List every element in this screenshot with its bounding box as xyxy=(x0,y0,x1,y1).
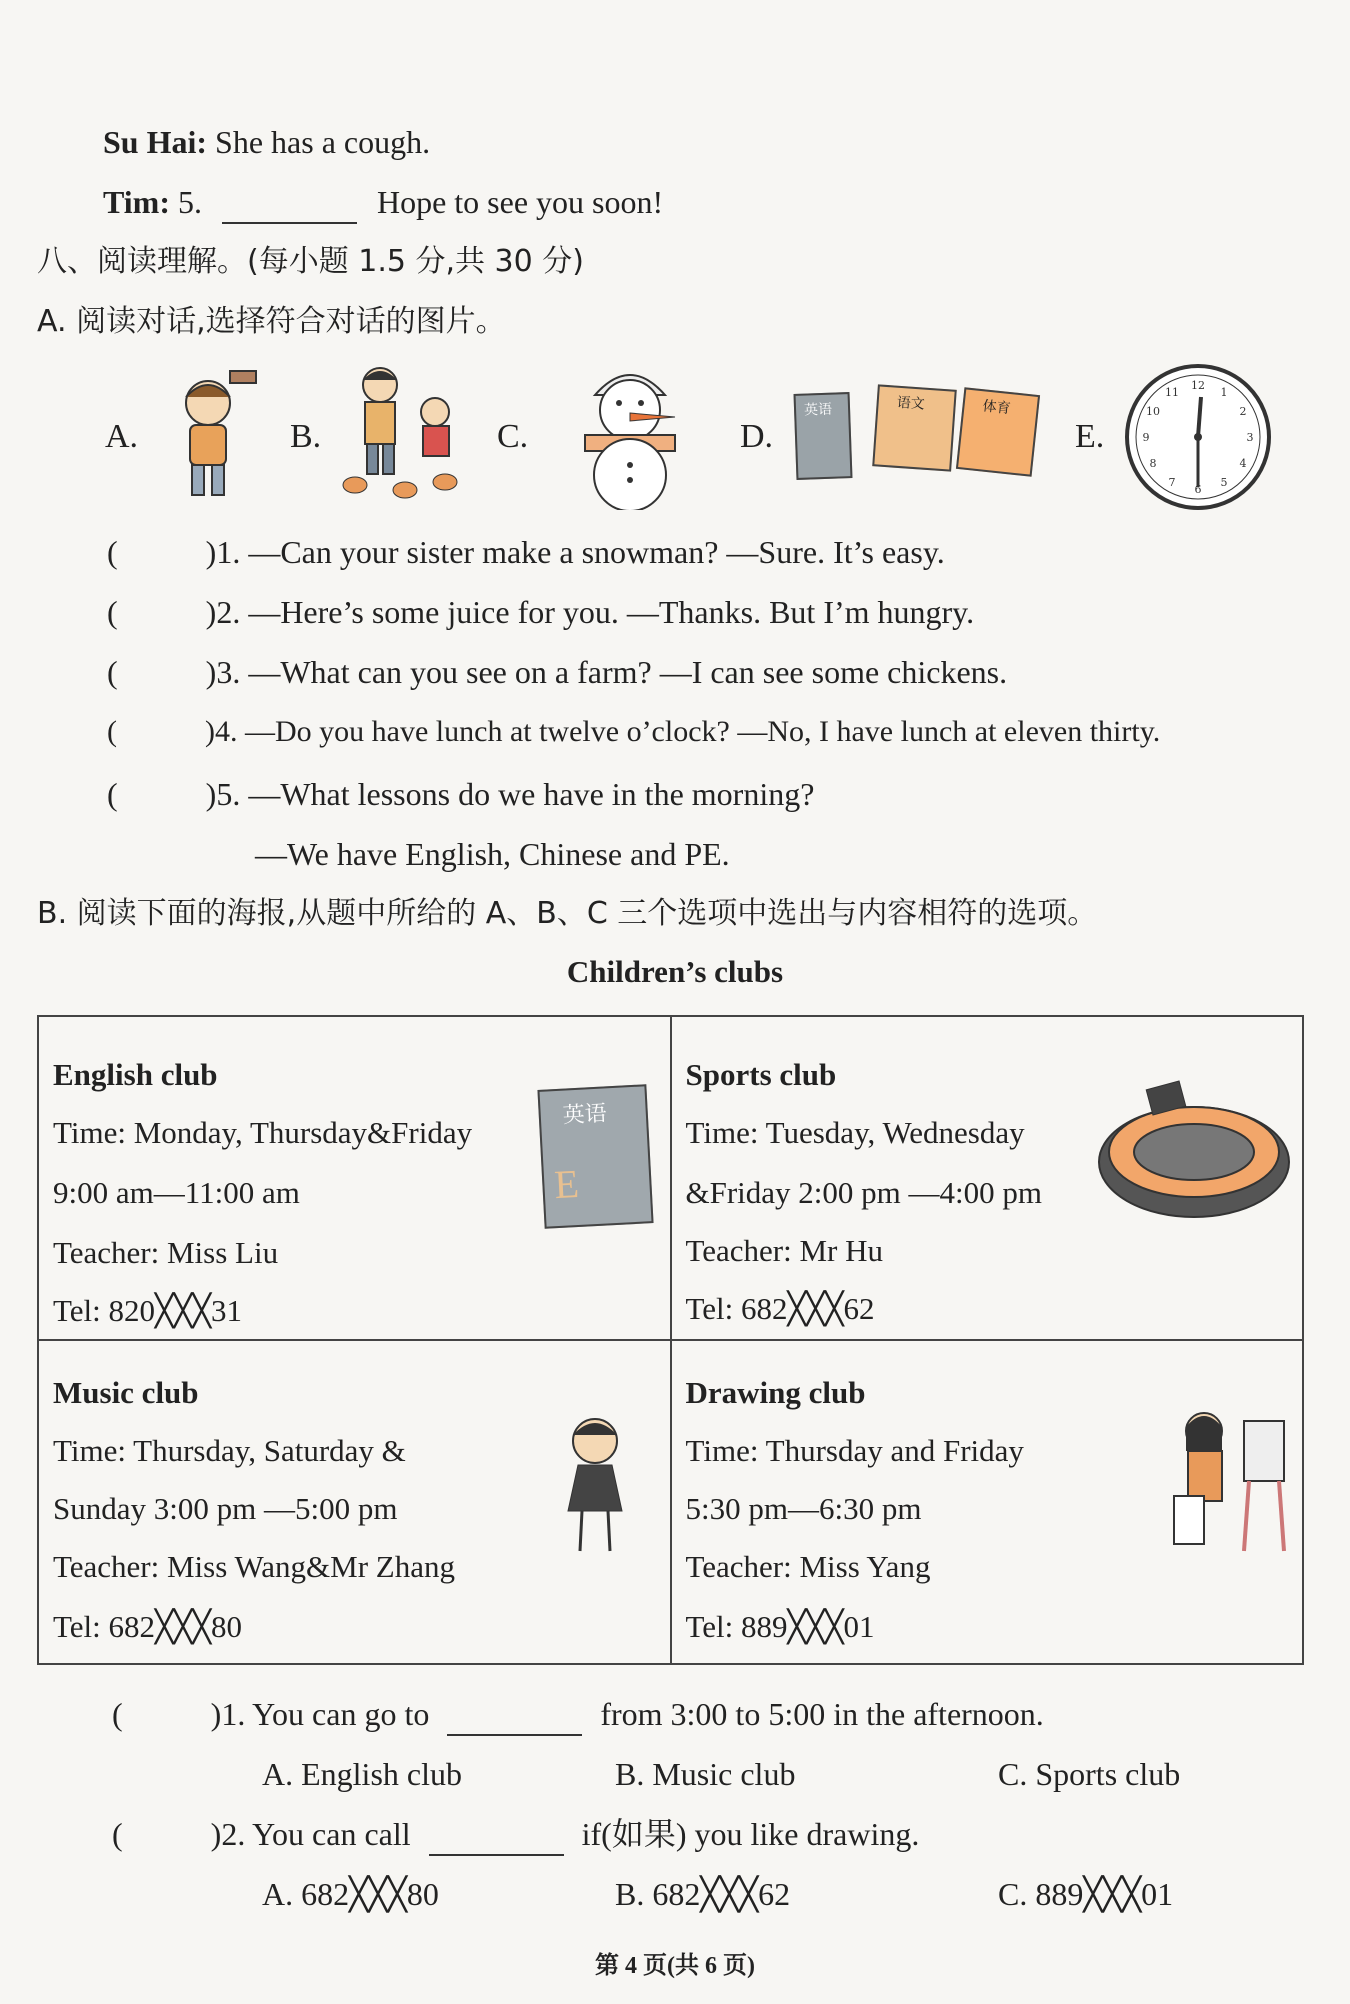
part-a-question-5-answer: —We have English, Chinese and PE. xyxy=(255,836,730,872)
answer-paren[interactable]: ( xyxy=(107,534,118,570)
book-label: 英语 xyxy=(561,1101,607,1129)
club-teacher: Teacher: Miss Yang xyxy=(685,1549,931,1584)
club-time: Time: Thursday, Saturday & xyxy=(53,1433,406,1468)
textbooks-picture xyxy=(795,385,1040,485)
part-b-instruction: B. 阅读下面的海报,从题中所给的 A、B、C 三个选项中选出与内容相符的选项。 xyxy=(37,896,1098,931)
answer-paren[interactable]: ( xyxy=(112,1816,123,1852)
choice-a[interactable]: A. English club xyxy=(262,1756,462,1792)
club-teacher: Teacher: Mr Hu xyxy=(685,1233,884,1268)
choice-c[interactable]: C. Sports club xyxy=(998,1756,1181,1792)
question-text: from 3:00 to 5:00 in the afternoon. xyxy=(600,1696,1044,1732)
answer-paren[interactable]: ( xyxy=(107,594,118,630)
speaker-tim: Tim: xyxy=(103,184,170,220)
club-tel: Tel: 682╳╳╳80 xyxy=(53,1609,242,1644)
club-time: Time: Monday, Thursday&Friday xyxy=(53,1115,473,1150)
clock-numeral: 12 xyxy=(1191,379,1205,392)
sports-club-cell xyxy=(671,1016,1304,1340)
club-hours: 9:00 am—11:00 am xyxy=(53,1175,300,1210)
answer-paren[interactable]: ( xyxy=(112,1696,123,1732)
club-name: Drawing club xyxy=(685,1375,866,1410)
clock-numeral: 10 xyxy=(1145,405,1160,418)
english-book-icon xyxy=(794,392,853,480)
club-hours: 5:30 pm—6:30 pm xyxy=(685,1491,922,1526)
clock-numeral: 11 xyxy=(1165,385,1179,399)
club-tel: Tel: 820╳╳╳31 xyxy=(53,1293,242,1328)
club-time: Time: Tuesday, Wednesday xyxy=(685,1115,1025,1150)
snowman-picture xyxy=(555,355,705,510)
book-label: 语文 xyxy=(896,394,926,413)
answer-blank[interactable] xyxy=(429,1814,564,1856)
club-teacher: Teacher: Miss Liu xyxy=(53,1235,279,1270)
option-label-e: E. xyxy=(1075,418,1105,455)
club-time: Time: Thursday and Friday xyxy=(685,1433,1024,1468)
page-footer: 第 4 页(共 6 页) xyxy=(595,1953,755,1979)
part-b-question-1 xyxy=(112,1694,1044,1736)
choice-b[interactable]: B. 682╳╳╳62 xyxy=(615,1876,791,1912)
section-heading: 八、阅读理解。(每小题 1.5 分,共 30 分) xyxy=(37,244,584,279)
music-club-cell xyxy=(38,1340,671,1664)
part-b-question-2 xyxy=(112,1814,919,1856)
question-number: 5. xyxy=(177,184,202,220)
question-text: —Do you have lunch at twelve o’clock? —No, I have lunch at eleven thirty. xyxy=(245,715,1161,748)
dialogue-line-2 xyxy=(103,182,663,224)
question-number: )5. xyxy=(205,776,241,812)
club-teacher: Teacher: Miss Wang&Mr Zhang xyxy=(53,1549,455,1584)
question-text: —Can your sister make a snowman? —Sure. It’s easy. xyxy=(248,534,945,570)
question-text: You can go to xyxy=(252,1696,430,1732)
choice-b[interactable]: B. Music club xyxy=(615,1756,796,1792)
drawing-club-cell xyxy=(671,1340,1304,1664)
farm-chickens-picture xyxy=(335,360,475,505)
club-name: English club xyxy=(53,1057,218,1092)
club-tel: Tel: 889╳╳╳01 xyxy=(685,1609,875,1644)
boy-sick-picture xyxy=(160,365,260,505)
part-a-question-4 xyxy=(107,712,1160,752)
answer-paren[interactable]: ( xyxy=(107,715,117,748)
question-number: )4. xyxy=(205,715,238,748)
question-text: —What can you see on a farm? —I can see some chickens. xyxy=(248,654,1008,690)
clock-numeral: 4 xyxy=(1239,457,1247,470)
option-label-a: A. xyxy=(105,418,139,455)
part-a-instruction: A. 阅读对话,选择符合对话的图片。 xyxy=(37,304,506,339)
question-number: )1. xyxy=(205,534,241,570)
clubs-poster xyxy=(37,1015,1304,1665)
clock-numeral: 5 xyxy=(1220,476,1228,490)
part-a-question-5 xyxy=(107,774,814,814)
option-label-c: C. xyxy=(497,418,529,455)
part-a-question-3 xyxy=(107,652,1007,692)
question-text: if(如果) you like drawing. xyxy=(581,1816,920,1852)
answer-blank[interactable] xyxy=(222,182,357,224)
stadium-icon xyxy=(1094,1077,1294,1227)
question-number: )1. xyxy=(210,1696,246,1732)
clock-picture xyxy=(1123,362,1273,512)
club-name: Sports club xyxy=(685,1057,837,1092)
question-text: —Here’s some juice for you. —Thanks. But I’m hungry. xyxy=(248,594,975,630)
book-label: 体育 xyxy=(981,398,1012,418)
book-label: 英语 xyxy=(803,401,833,419)
clock-numeral: 7 xyxy=(1168,476,1176,490)
club-tel: Tel: 682╳╳╳62 xyxy=(685,1291,875,1326)
question-number: )2. xyxy=(210,1816,246,1852)
dialogue-text: Hope to see you soon! xyxy=(376,184,664,220)
answer-paren[interactable]: ( xyxy=(107,776,118,812)
clock-numeral: 1 xyxy=(1220,385,1228,399)
poster-title: Children’s clubs xyxy=(566,954,784,989)
club-hours: Sunday 3:00 pm —5:00 pm xyxy=(53,1491,398,1526)
question-text: You can call xyxy=(252,1816,411,1852)
choice-a[interactable]: A. 682╳╳╳80 xyxy=(262,1876,439,1912)
dialogue-text: She has a cough. xyxy=(215,124,431,160)
english-club-cell xyxy=(38,1016,671,1340)
painter-easel-icon xyxy=(1164,1401,1294,1561)
clock-numeral: 2 xyxy=(1239,405,1247,418)
option-label-d: D. xyxy=(740,418,774,455)
english-book-icon: 英语 E xyxy=(537,1084,653,1229)
question-text: —What lessons do we have in the morning? xyxy=(248,776,815,812)
clock-numeral: 8 xyxy=(1149,457,1157,470)
pe-book-icon xyxy=(956,387,1040,476)
dialogue-line-1 xyxy=(103,122,430,162)
answer-blank[interactable] xyxy=(447,1694,582,1736)
option-label-b: B. xyxy=(290,418,322,455)
club-name: Music club xyxy=(53,1375,199,1410)
part-a-question-2 xyxy=(107,592,974,632)
clock-numeral: 6 xyxy=(1194,483,1202,496)
speaker-su-hai: Su Hai: xyxy=(103,124,208,160)
clock-numeral: 9 xyxy=(1142,431,1150,444)
clock-numeral: 3 xyxy=(1246,431,1254,444)
question-number: )2. xyxy=(205,594,241,630)
part-a-question-1 xyxy=(107,532,945,572)
answer-paren[interactable]: ( xyxy=(107,654,118,690)
choice-c[interactable]: C. 889╳╳╳01 xyxy=(998,1876,1174,1912)
singing-girl-icon xyxy=(540,1401,650,1561)
chinese-book-icon xyxy=(872,384,957,471)
club-hours: &Friday 2:00 pm —4:00 pm xyxy=(685,1175,1042,1210)
question-number: )3. xyxy=(205,654,241,690)
